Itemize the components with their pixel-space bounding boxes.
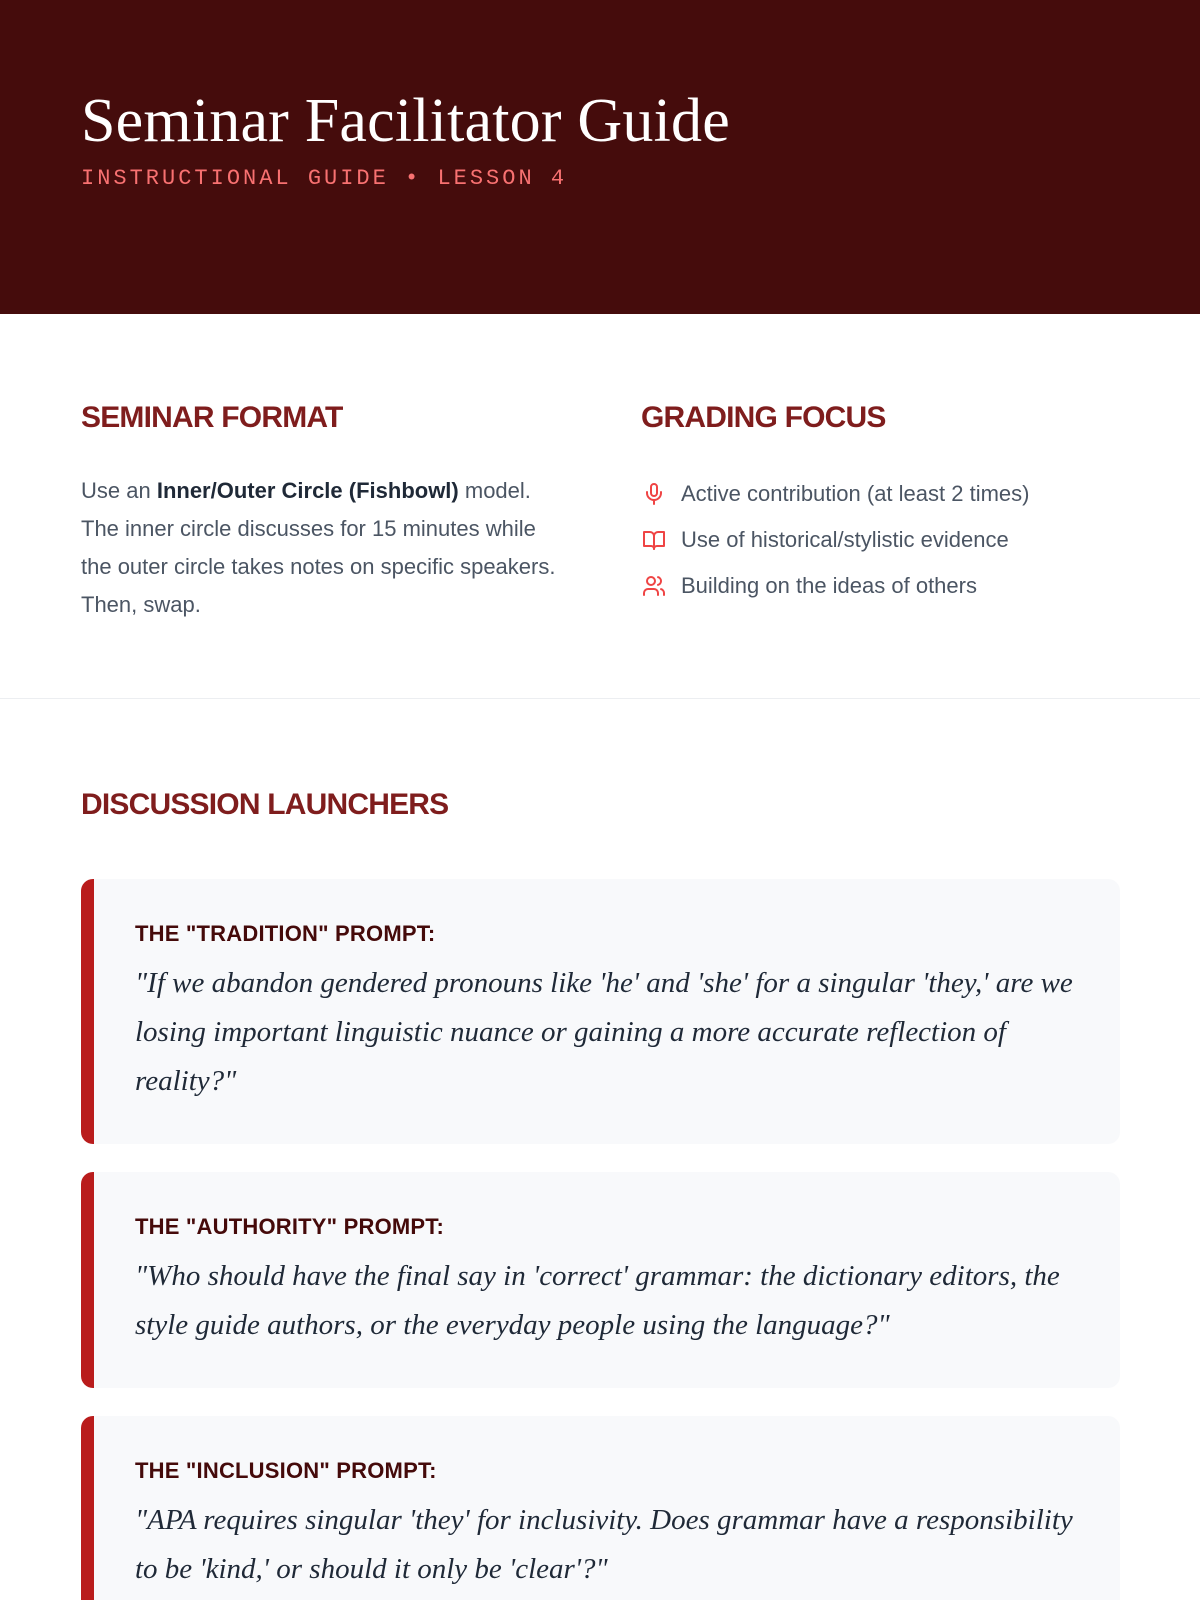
format-text-before: Use an [81,478,157,503]
prompt-card-inclusion [81,1416,1120,1600]
grading-focus-heading: GRADING FOCUS [641,401,886,434]
list-item [641,563,1119,609]
seminar-format-heading: SEMINAR FORMAT [81,401,343,434]
prompt-quote: "If we abandon gendered pronouns like 'he' and 'she' for a singular 'they,' are we losing important linguistic nuance or gaining a more accurate reflection of reality?" [135,967,1073,1097]
prompt-label: THE "AUTHORITY" PROMPT: [135,1214,445,1239]
prompt-label: THE "INCLUSION" PROMPT: [135,1458,437,1483]
overview-section [0,314,1200,699]
grading-focus-label: Active contribution (at least 2 times) [681,481,1030,506]
grading-focus-label: Use of historical/stylistic evidence [681,527,1009,552]
format-text-after: model. The inner circle discusses for 15 minutes while the outer circle takes notes on specific speakers. Then, swap. [81,478,556,617]
prompt-quote: "APA requires singular 'they' for inclusivity. Does grammar have a responsibility to be 'kind,' or should it only be 'clear'?" [135,1504,1073,1585]
prompt-card-tradition [81,879,1120,1144]
grading-focus-column [641,400,1119,698]
list-item [641,517,1119,563]
microphone-icon [641,481,667,507]
book-open-icon [641,527,667,553]
seminar-format-text [81,472,556,624]
prompt-label: THE "TRADITION" PROMPT: [135,921,436,946]
page-title: Seminar Facilitator Guide [81,87,730,155]
discussion-launchers-section [0,699,1200,1600]
page-header [0,0,1200,314]
users-icon [641,573,667,599]
grading-focus-label: Building on the ideas of others [681,573,977,598]
prompt-quote: "Who should have the final say in 'correct' grammar: the dictionary editors, the style guide authors, or the everyday people using the language?" [135,1260,1060,1341]
page-subtitle: INSTRUCTIONAL GUIDE • LESSON 4 [81,166,568,192]
discussion-launchers-heading: DISCUSSION LAUNCHERS [81,788,449,821]
prompt-card-authority [81,1172,1120,1388]
format-text-bold: Inner/Outer Circle (Fishbowl) [156,478,459,503]
list-item [641,471,1119,517]
seminar-format-column [81,400,641,698]
grading-focus-list [641,471,1119,609]
